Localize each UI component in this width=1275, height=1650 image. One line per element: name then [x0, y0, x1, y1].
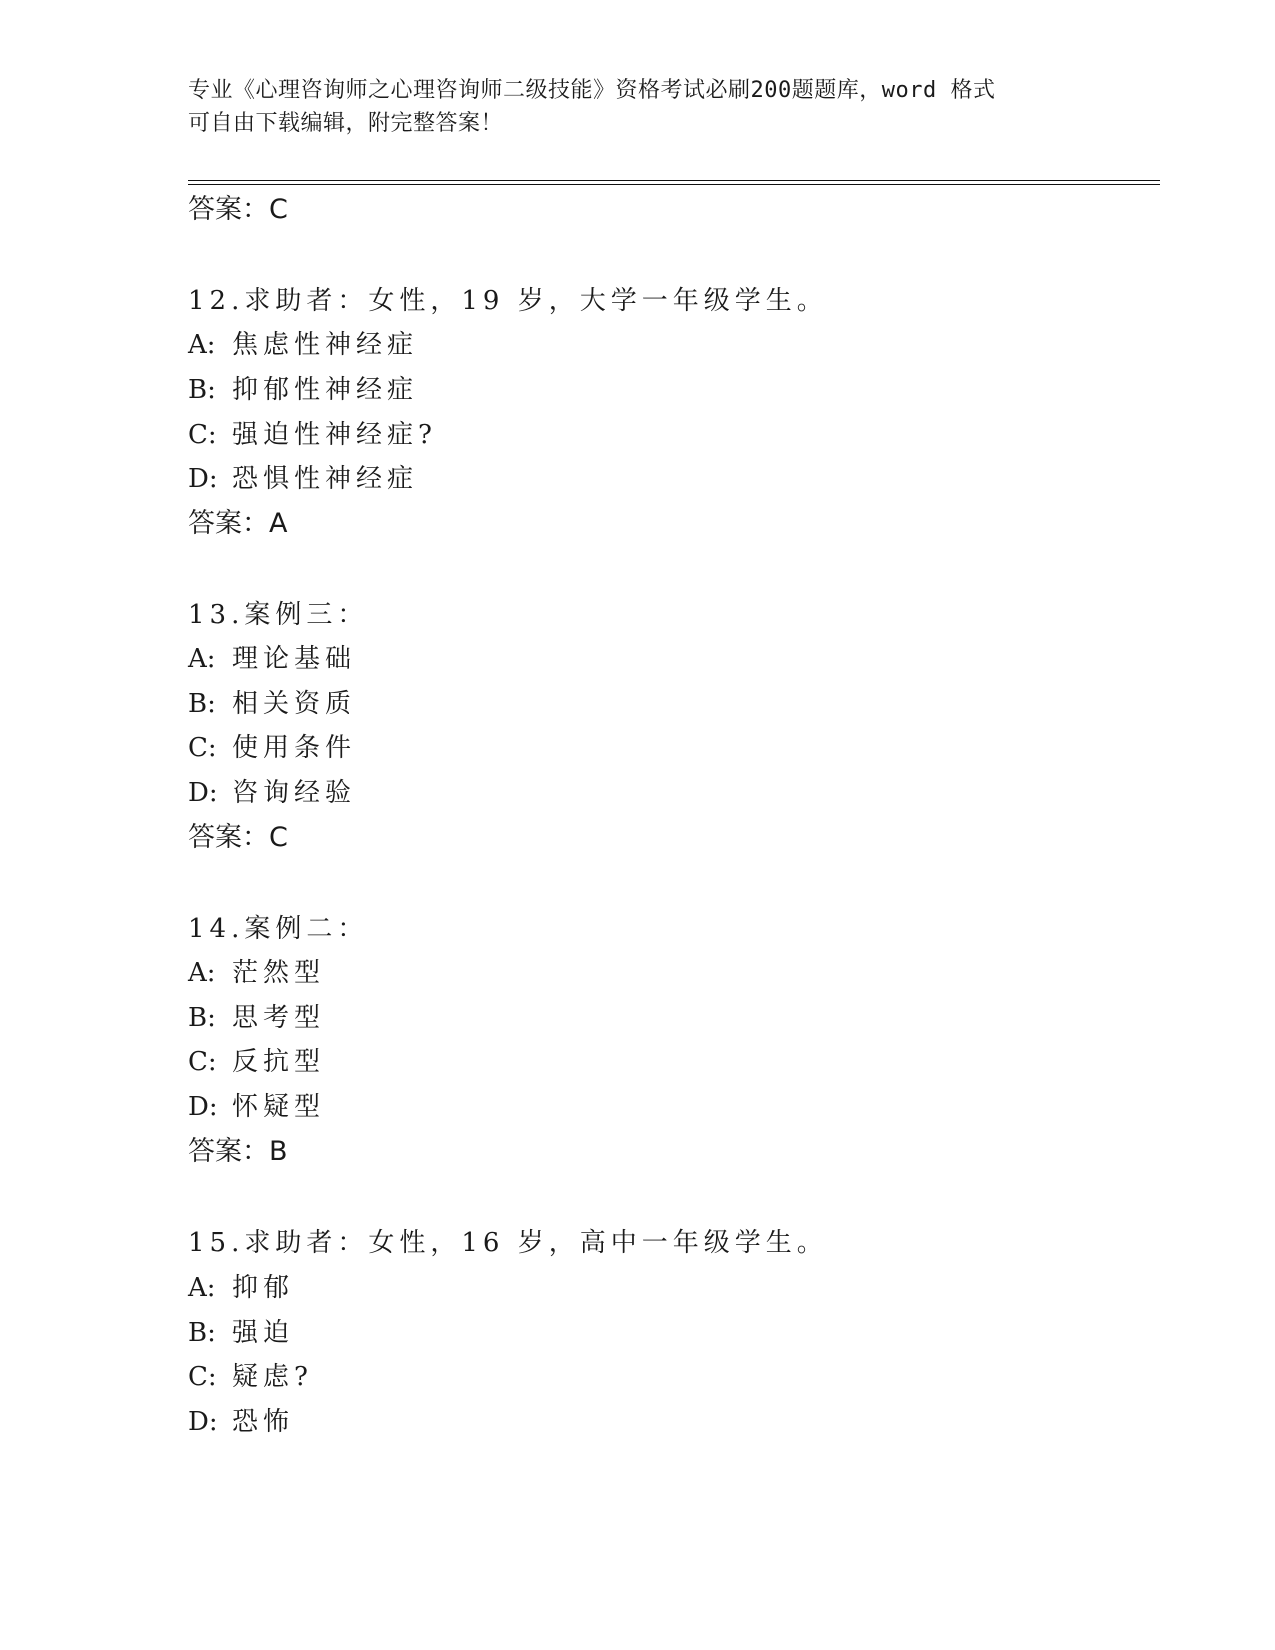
question-13-option-c: C: 使用条件 [188, 733, 357, 763]
question-12-option-d: D: 恐惧性神经症 [188, 464, 419, 494]
header-line-1: 专业《心理咨询师之心理咨询师二级技能》资格考试必刷200题题库，word 格式 [188, 78, 996, 103]
previous-answer: 答案：C [188, 194, 288, 225]
question-15-stem: 15.求助者：女性，16 岁，高中一年级学生。 [188, 1228, 828, 1258]
question-15-option-a: A: 抑郁 [188, 1273, 295, 1303]
question-14-stem: 14.案例二： [188, 914, 369, 944]
question-14-option-b: B: 思考型 [188, 1003, 326, 1033]
question-14-option-c: C: 反抗型 [188, 1047, 326, 1077]
question-15-option-d: D: 恐怖 [188, 1407, 295, 1437]
question-13-option-d: D: 咨询经验 [188, 778, 357, 808]
question-13-option-b: B: 相关资质 [188, 689, 357, 719]
question-13-answer: 答案：C [188, 822, 288, 853]
question-12-option-b: B: 抑郁性神经症 [188, 375, 419, 405]
header-divider-top [188, 180, 1160, 181]
question-14-answer: 答案：B [188, 1136, 288, 1167]
question-14-option-d: D: 怀疑型 [188, 1092, 326, 1122]
question-15-option-c: C: 疑虑? [188, 1362, 313, 1392]
question-14-option-a: A: 茫然型 [188, 958, 326, 988]
question-12-option-c: C: 强迫性神经症? [188, 420, 437, 450]
question-12-option-a: A: 焦虑性神经症 [188, 330, 419, 360]
header-divider-bottom [188, 184, 1160, 185]
document-header [188, 74, 1088, 140]
question-12-answer: 答案：A [188, 508, 288, 539]
question-13-option-a: A: 理论基础 [188, 644, 357, 674]
question-13-stem: 13.案例三： [188, 600, 369, 630]
question-15-option-b: B: 强迫 [188, 1318, 295, 1348]
header-line-2: 可自由下载编辑，附完整答案！ [188, 111, 504, 136]
question-12-stem: 12.求助者：女性，19 岁，大学一年级学生。 [188, 286, 828, 316]
